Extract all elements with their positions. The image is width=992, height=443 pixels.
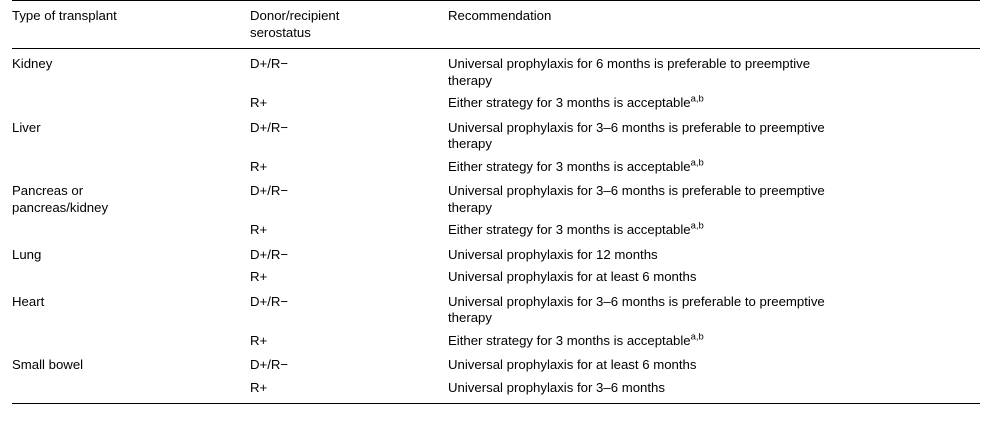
cell-recommendation bbox=[448, 289, 980, 330]
recommendation-line1 bbox=[448, 269, 974, 286]
transplant-type-line1: Liver bbox=[12, 119, 41, 135]
serostatus-value: R+ bbox=[250, 379, 268, 395]
serostatus-value: D+/R− bbox=[250, 357, 289, 372]
cell-recommendation bbox=[448, 156, 980, 179]
serostatus-value: R+ bbox=[250, 95, 268, 110]
transplant-type-line1: Heart bbox=[12, 293, 45, 309]
cell-recommendation bbox=[448, 219, 980, 242]
cell-recommendation bbox=[448, 266, 980, 289]
recommendation-line1 bbox=[448, 294, 974, 311]
bottom-rule-row bbox=[12, 404, 980, 405]
recommendation-line1 bbox=[448, 183, 974, 200]
table-header-row bbox=[12, 1, 980, 49]
recommendation-text: Universal prophylaxis for at least 6 months bbox=[448, 269, 697, 284]
recommendation-line1 bbox=[448, 56, 974, 73]
transplant-type-line1: Pancreas or bbox=[12, 183, 84, 198]
cell-recommendation bbox=[448, 377, 980, 404]
transplant-type-line2: pancreas/kidney bbox=[12, 199, 109, 215]
table-row bbox=[12, 92, 980, 115]
table-header bbox=[12, 1, 980, 49]
recommendation-line2: therapy bbox=[448, 72, 492, 88]
table-footer-rule bbox=[12, 404, 980, 405]
table-row bbox=[12, 266, 980, 289]
cell-transplant-type bbox=[12, 178, 250, 219]
cell-recommendation bbox=[448, 178, 980, 219]
cell-serostatus bbox=[250, 330, 448, 353]
column-header-recommendation bbox=[448, 1, 980, 49]
cell-serostatus bbox=[250, 178, 448, 219]
serostatus-value: R+ bbox=[250, 158, 268, 174]
column-header-serostatus-line1: Donor/recipient bbox=[250, 8, 340, 23]
recommendation-line1 bbox=[448, 380, 974, 397]
recommendation-text: Either strategy for 3 months is acceptable bbox=[448, 222, 691, 237]
cell-transplant-type bbox=[12, 289, 250, 330]
cell-transplant-type bbox=[12, 266, 250, 289]
recommendation-line2: therapy bbox=[448, 310, 492, 325]
recommendation-line1 bbox=[448, 120, 974, 137]
table-row bbox=[12, 115, 980, 156]
table-row bbox=[12, 330, 980, 353]
recommendation-text: Universal prophylaxis for at least 6 months bbox=[448, 357, 697, 372]
transplant-type-line1: Lung bbox=[12, 246, 42, 262]
serostatus-value: D+/R− bbox=[250, 119, 289, 135]
cell-recommendation bbox=[448, 352, 980, 377]
table-row bbox=[12, 156, 980, 179]
cell-serostatus bbox=[250, 289, 448, 330]
footnote-marker: a,b bbox=[690, 93, 704, 105]
cell-recommendation bbox=[448, 92, 980, 115]
cell-transplant-type bbox=[12, 242, 250, 267]
cell-serostatus bbox=[250, 49, 448, 93]
recommendation-text: Universal prophylaxis for 12 months bbox=[448, 246, 658, 262]
cell-serostatus bbox=[250, 115, 448, 156]
table-row bbox=[12, 178, 980, 219]
cell-serostatus bbox=[250, 92, 448, 115]
cell-serostatus bbox=[250, 377, 448, 404]
column-header-transplant-type-label: Type of transplant bbox=[12, 8, 117, 23]
cell-transplant-type bbox=[12, 330, 250, 353]
serostatus-value: D+/R− bbox=[250, 293, 289, 309]
recommendation-line1 bbox=[448, 222, 974, 239]
cell-serostatus bbox=[250, 352, 448, 377]
column-header-serostatus-line2: serostatus bbox=[250, 24, 311, 40]
cell-serostatus bbox=[250, 219, 448, 242]
recommendation-text: Universal prophylaxis for 3–6 months bbox=[448, 379, 665, 395]
recommendation-text: Either strategy for 3 months is acceptable bbox=[448, 158, 691, 174]
table-row bbox=[12, 242, 980, 267]
cell-recommendation bbox=[448, 49, 980, 93]
serostatus-value: R+ bbox=[250, 269, 268, 284]
recommendation-line1 bbox=[448, 333, 974, 350]
recommendation-line1 bbox=[448, 95, 974, 112]
recommendation-text: Universal prophylaxis for 6 months is preferable to preemptive bbox=[448, 56, 811, 71]
cell-recommendation bbox=[448, 330, 980, 353]
bottom-rule bbox=[12, 404, 980, 405]
table-row bbox=[12, 352, 980, 377]
table-row bbox=[12, 377, 980, 404]
table-body bbox=[12, 49, 980, 404]
cell-serostatus bbox=[250, 156, 448, 179]
recommendation-line1 bbox=[448, 357, 974, 374]
serostatus-value: D+/R− bbox=[250, 183, 289, 198]
serostatus-value: D+/R− bbox=[250, 56, 289, 71]
column-header-transplant-type bbox=[12, 1, 250, 49]
cell-serostatus bbox=[250, 266, 448, 289]
cell-transplant-type bbox=[12, 219, 250, 242]
recommendation-text: Universal prophylaxis for 3–6 months is preferable to preemptive bbox=[448, 119, 825, 135]
footnote-marker: a,b bbox=[690, 157, 704, 169]
transplant-type-line1: Kidney bbox=[12, 56, 53, 71]
transplant-recommendation-table bbox=[12, 0, 980, 404]
cell-recommendation bbox=[448, 242, 980, 267]
recommendation-text: Universal prophylaxis for 3–6 months is preferable to preemptive bbox=[448, 293, 825, 309]
recommendation-line2: therapy bbox=[448, 199, 492, 215]
cell-recommendation bbox=[448, 115, 980, 156]
recommendation-line1 bbox=[448, 247, 974, 264]
cell-transplant-type bbox=[12, 377, 250, 404]
recommendation-text: Either strategy for 3 months is acceptable bbox=[448, 332, 691, 348]
column-header-serostatus bbox=[250, 1, 448, 49]
table-row bbox=[12, 49, 980, 93]
recommendation-line1 bbox=[448, 159, 974, 176]
cell-transplant-type bbox=[12, 352, 250, 377]
serostatus-value: R+ bbox=[250, 222, 268, 237]
cell-transplant-type bbox=[12, 115, 250, 156]
footnote-marker: a,b bbox=[690, 331, 704, 343]
recommendation-text: Either strategy for 3 months is acceptable bbox=[448, 95, 691, 110]
cell-transplant-type bbox=[12, 92, 250, 115]
serostatus-value: R+ bbox=[250, 332, 268, 348]
serostatus-value: D+/R− bbox=[250, 246, 289, 262]
recommendation-text: Universal prophylaxis for 3–6 months is preferable to preemptive bbox=[448, 183, 825, 198]
cell-transplant-type bbox=[12, 49, 250, 93]
table-row bbox=[12, 289, 980, 330]
cell-serostatus bbox=[250, 242, 448, 267]
transplant-type-line1: Small bowel bbox=[12, 357, 84, 372]
footnote-marker: a,b bbox=[690, 220, 704, 232]
table-row bbox=[12, 219, 980, 242]
cell-transplant-type bbox=[12, 156, 250, 179]
recommendation-line2: therapy bbox=[448, 136, 492, 151]
column-header-recommendation-label: Recommendation bbox=[448, 8, 552, 23]
